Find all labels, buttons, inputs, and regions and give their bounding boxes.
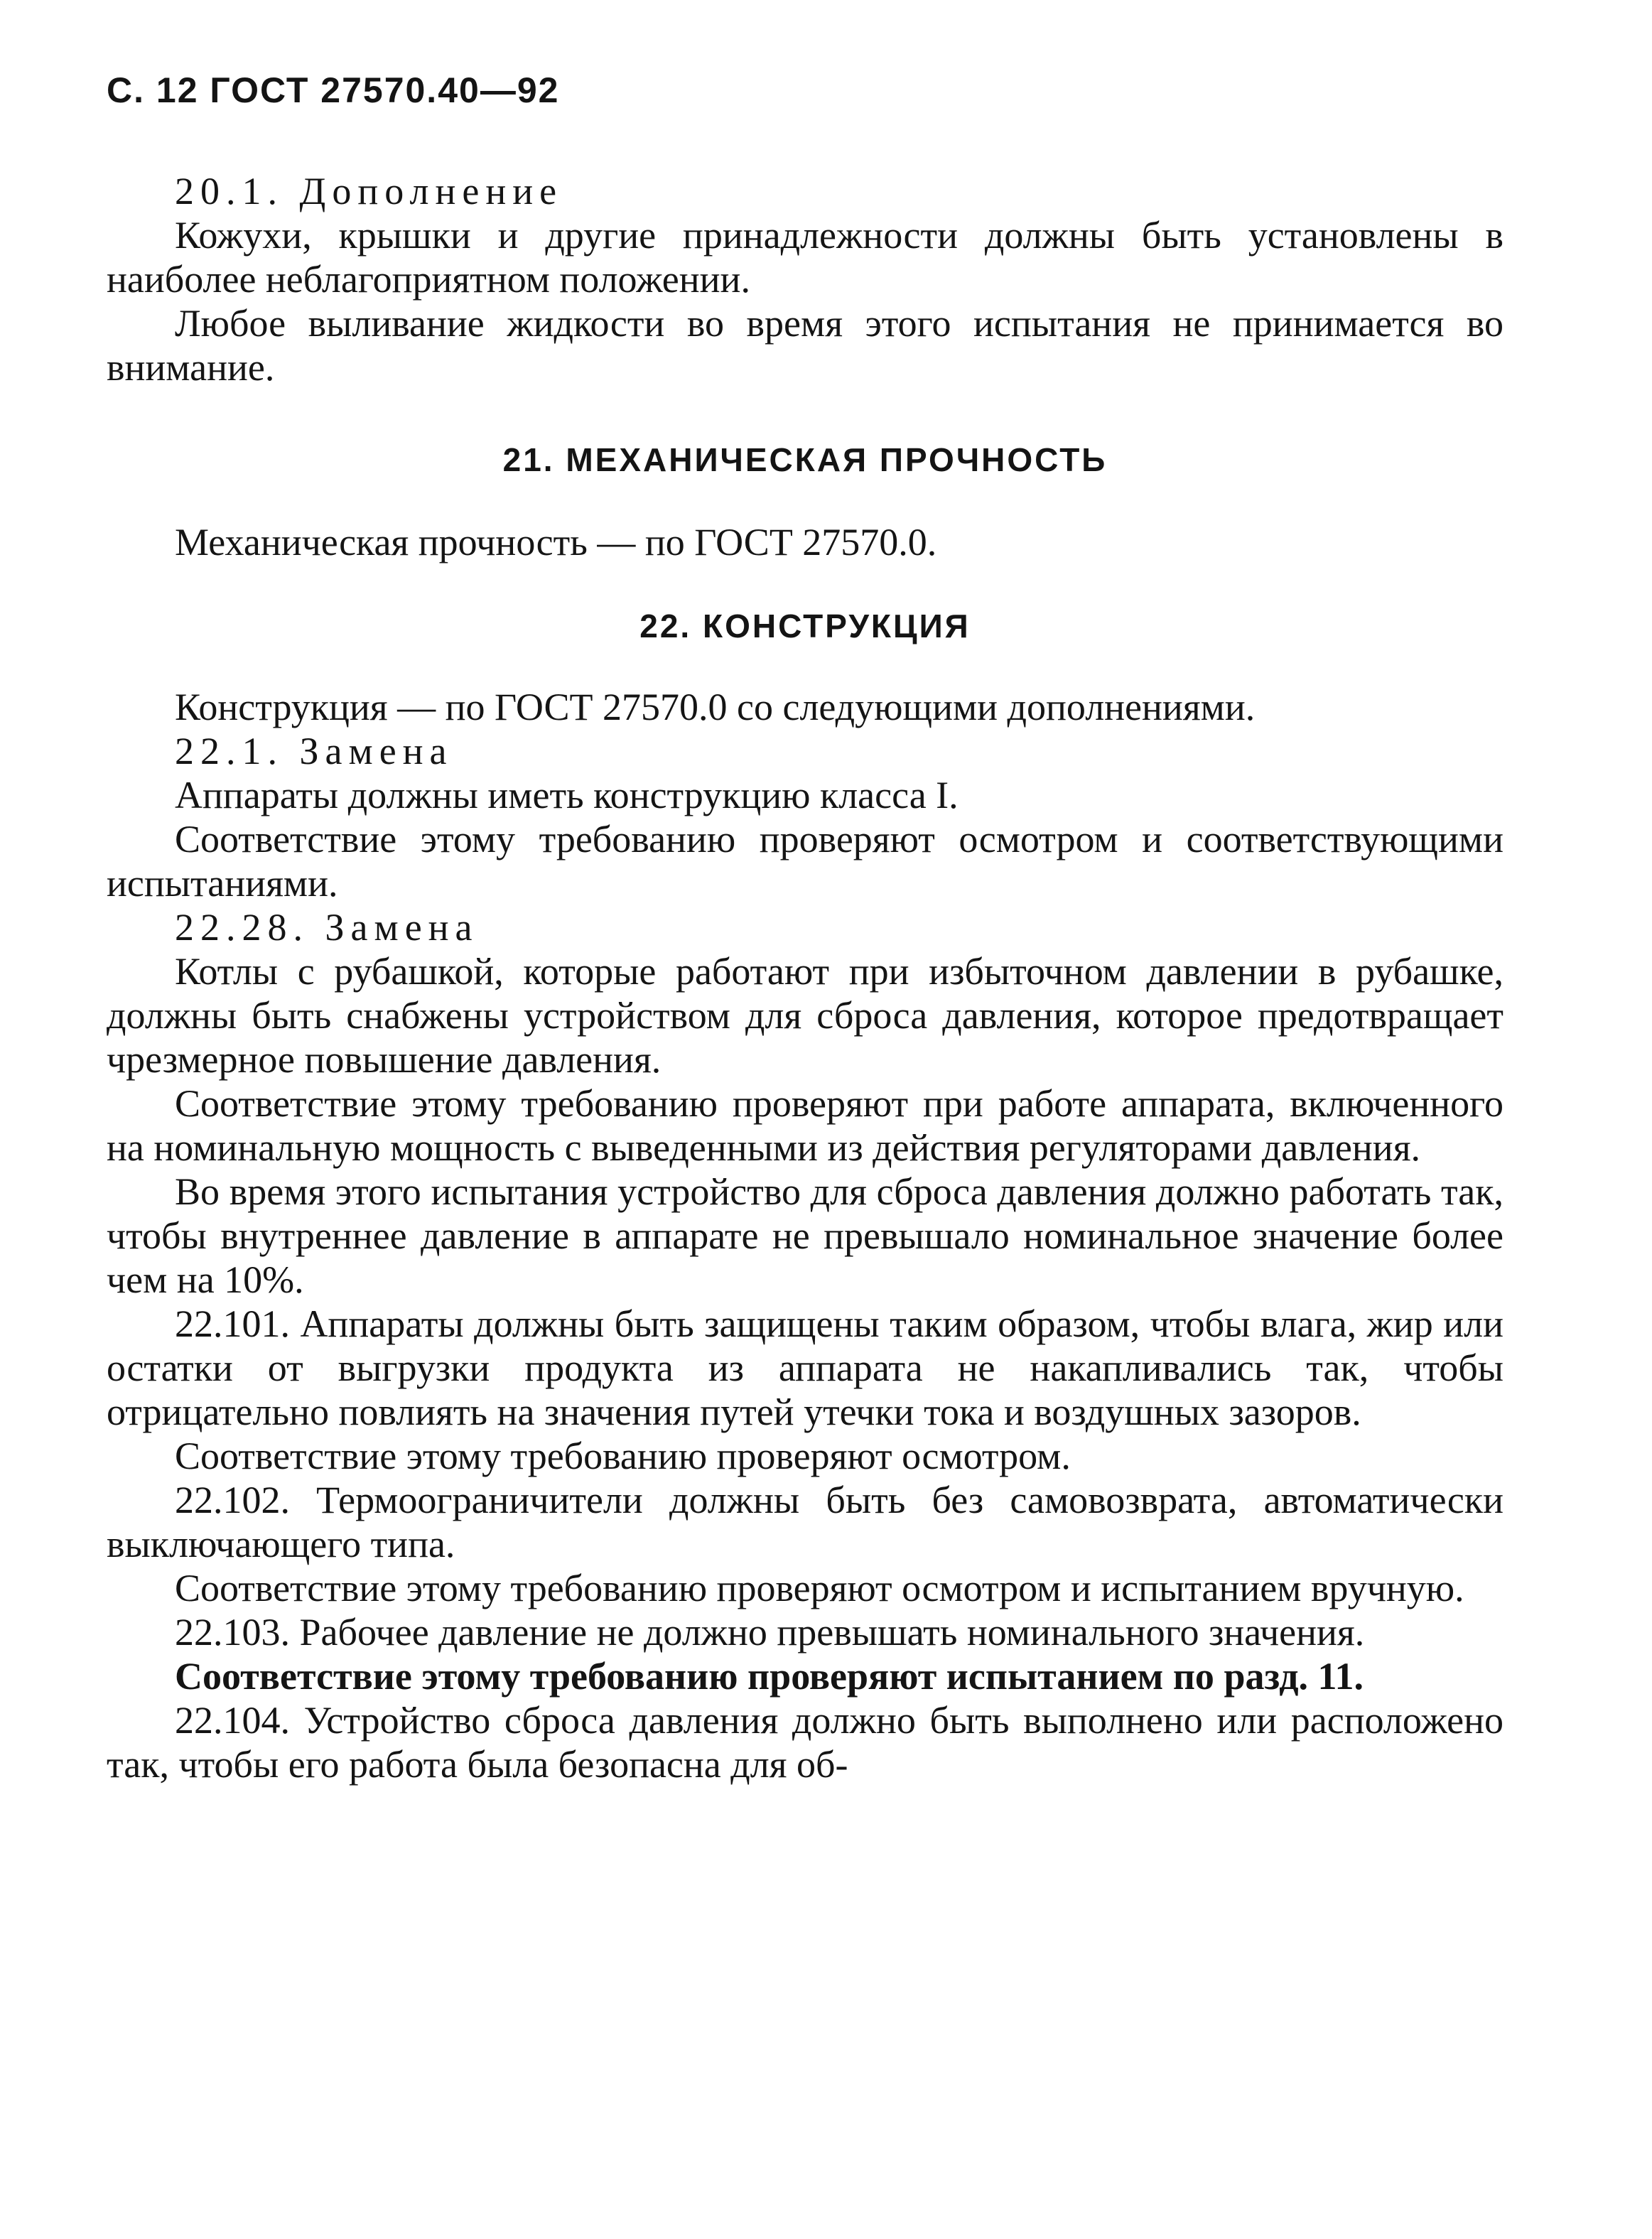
clause-22-28-check: Соответствие этому требованию проверяют при работе аппарата, включенного на номинальную мощность с выведенными из действия регуляторами давления.: [107, 1082, 1503, 1169]
clause-22-103-check-line1: Соответствие этому требованию проверяют испытанием по: [175, 1655, 1214, 1698]
clause-22-28-title: 22.28. Замена: [175, 906, 479, 949]
clause-22-104-text: 22.104. Устройство сброса давления должно быть выполнено или расположено так, чтобы его работа была безопасна для об-: [107, 1699, 1503, 1786]
clause-22-101-check: Соответствие этому требованию проверяют осмотром.: [175, 1435, 1071, 1477]
clause-22-1-title: 22.1. Замена: [175, 730, 453, 772]
clause-22-103-check-line2: разд. 11.: [1224, 1655, 1364, 1698]
clause-22-1-check: Соответствие этому требованию проверяют осмотром и соответствующими испытаниями.: [107, 818, 1503, 905]
clause-20-1-note: Любое выливание жидкости во время этого испытания не принимается во внимание.: [107, 302, 1503, 389]
clause-22-28-text: Котлы с рубашкой, которые работают при избыточном давлении в рубашке, должны быть снабжены устройством для сброса давления, которое предотвращает чрезмерное повышение давления.: [107, 950, 1503, 1081]
clause-22-103-check: [107, 1654, 1503, 1698]
clause-22-101-text: 22.101. Аппараты должны быть защищены таким образом, чтобы влага, жир или остатки от выгрузки продукта из аппарата не накапливались так, чтобы отрицательно повлиять на значения путей утечки тока и воздушных зазоров.: [107, 1302, 1503, 1433]
section-21-heading: 21. МЕХАНИЧЕСКАЯ ПРОЧНОСТЬ: [502, 441, 1108, 478]
clause-20-1-text: Кожухи, крышки и другие принадлежности должны быть установлены в наиболее неблагоприятном положении.: [107, 214, 1503, 301]
page-content: [107, 169, 1503, 1786]
section-21-text: Механическая прочность — по ГОСТ 27570.0.: [175, 521, 937, 563]
section-22-intro: Конструкция — по ГОСТ 27570.0 со следующими дополнениями.: [175, 686, 1256, 728]
clause-22-103-text: 22.103. Рабочее давление не должно превышать номинального значения.: [175, 1611, 1365, 1653]
clause-20-1-title: 20.1. Дополнение: [175, 170, 563, 212]
clause-22-102-check: Соответствие этому требованию проверяют осмотром и испытанием вручную.: [175, 1567, 1464, 1609]
clause-22-28-test: Во время этого испытания устройство для сброса давления должно работать так, чтобы внутреннее давление в аппарате не превышало номинальное значение более чем на 10%.: [107, 1170, 1503, 1301]
section-22-heading: 22. КОНСТРУКЦИЯ: [639, 608, 971, 644]
clause-22-102-text: 22.102. Термоограничители должны быть без самовозврата, автоматически выключающего типа.: [107, 1479, 1503, 1565]
clause-22-1-text: Аппараты должны иметь конструкцию класса I.: [175, 774, 959, 816]
page-header: С. 12 ГОСТ 27570.40—92: [107, 70, 560, 110]
